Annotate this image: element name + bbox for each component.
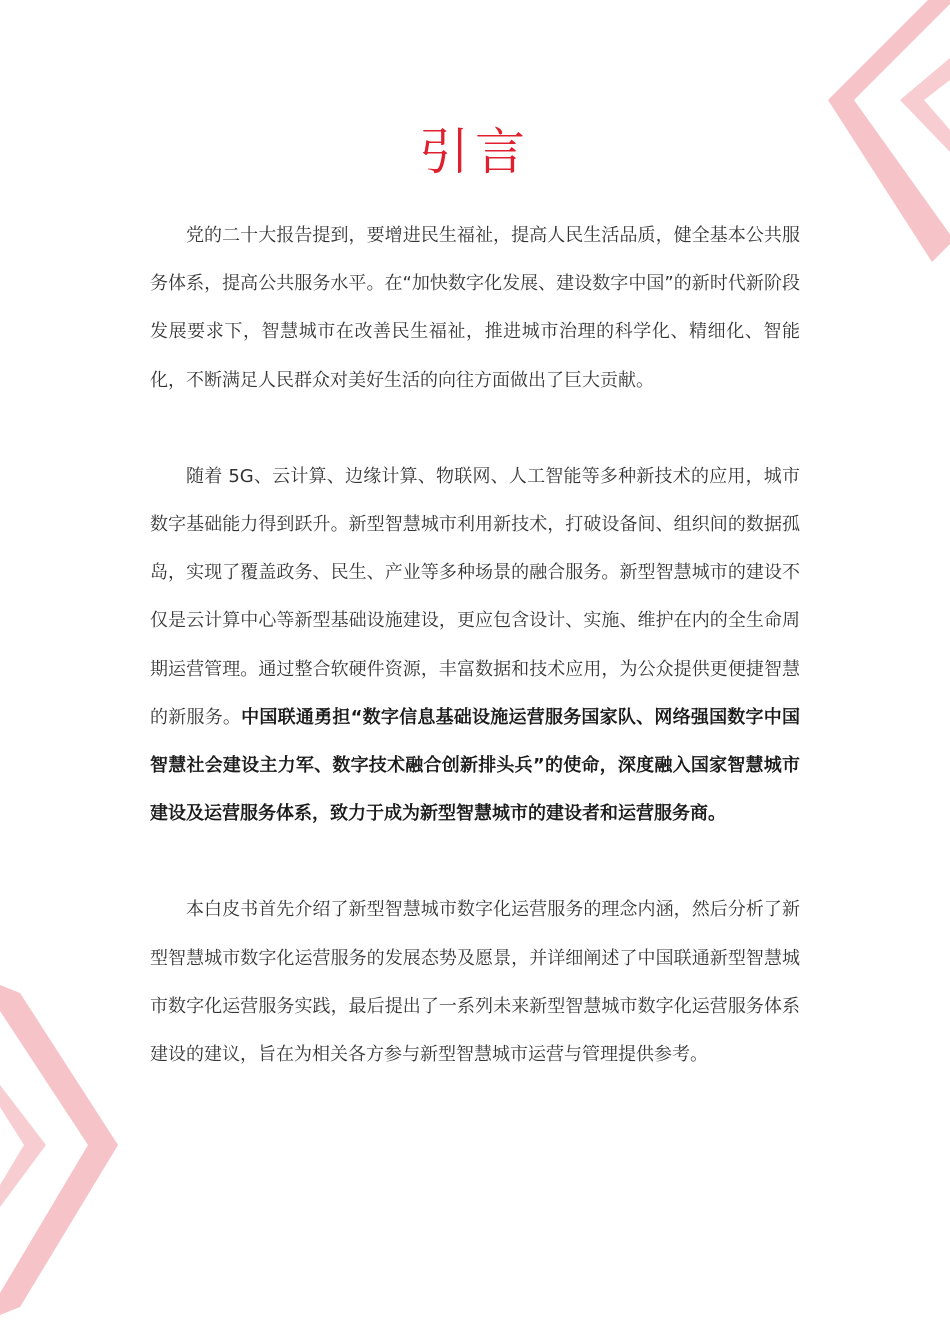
paragraph-1 <box>150 212 800 405</box>
paragraph-3 <box>150 886 800 1079</box>
chevron-outer-bottom-left <box>0 985 118 1315</box>
paragraph-2 <box>150 453 800 839</box>
paragraph-2-bold-text: 中国联通勇担“数字信息基础设施运营服务国家队、网络强国数字中国智慧社会建设主力军、数字技术融合创新排头兵”的使命，深度融入国家智慧城市建设及运营服务体系，致力于成为新型智慧城市的建设者和运营服务商。 <box>150 706 801 825</box>
paragraph-3-text: 本白皮书首先介绍了新型智慧城市数字化运营服务的理念内涵，然后分析了新型智慧城市数字化运营服务的发展态势及愿景，并详细阐述了中国联通新型智慧城市数字化运营服务实践，最后提出了一系列未来新型智慧城市数字化运营服务体系建设的建议，旨在为相关各方参与新型智慧城市运营与管理提供参考。 <box>150 899 800 1066</box>
body-text <box>150 212 800 1079</box>
chevron-inner-bottom-left <box>0 1085 46 1207</box>
page-title: 引言 <box>419 123 531 181</box>
paragraph-2-text: 随着 5G、云计算、边缘计算、物联网、人工智能等多种新技术的应用，城市数字基础能力得到跃升。新型智慧城市利用新技术，打破设备间、组织间的数据孤岛，实现了覆盖政务、民生、产业等多种场景的融合服务。新型智慧城市的建设不仅是云计算中心等新型基础设施建设，更应包含设计、实施、维护在内的全生命周期运营管理。通过整合软硬件资源，丰富数据和技术应用，为公众提供更便捷智慧的新服务。 <box>150 465 800 728</box>
chevron-decoration-bottom-left <box>0 985 125 1315</box>
paragraph-1-text: 党的二十大报告提到，要增进民生福祉，提高人民生活品质，健全基本公共服务体系，提高公共服务水平。在“加快数字化发展、建设数字中国”的新时代新阶段发展要求下，智慧城市在改善民生福祉，推进城市治理的科学化、精细化、智能化，不断满足人民群众对美好生活的向往方面做出了巨大贡献。 <box>150 225 800 391</box>
